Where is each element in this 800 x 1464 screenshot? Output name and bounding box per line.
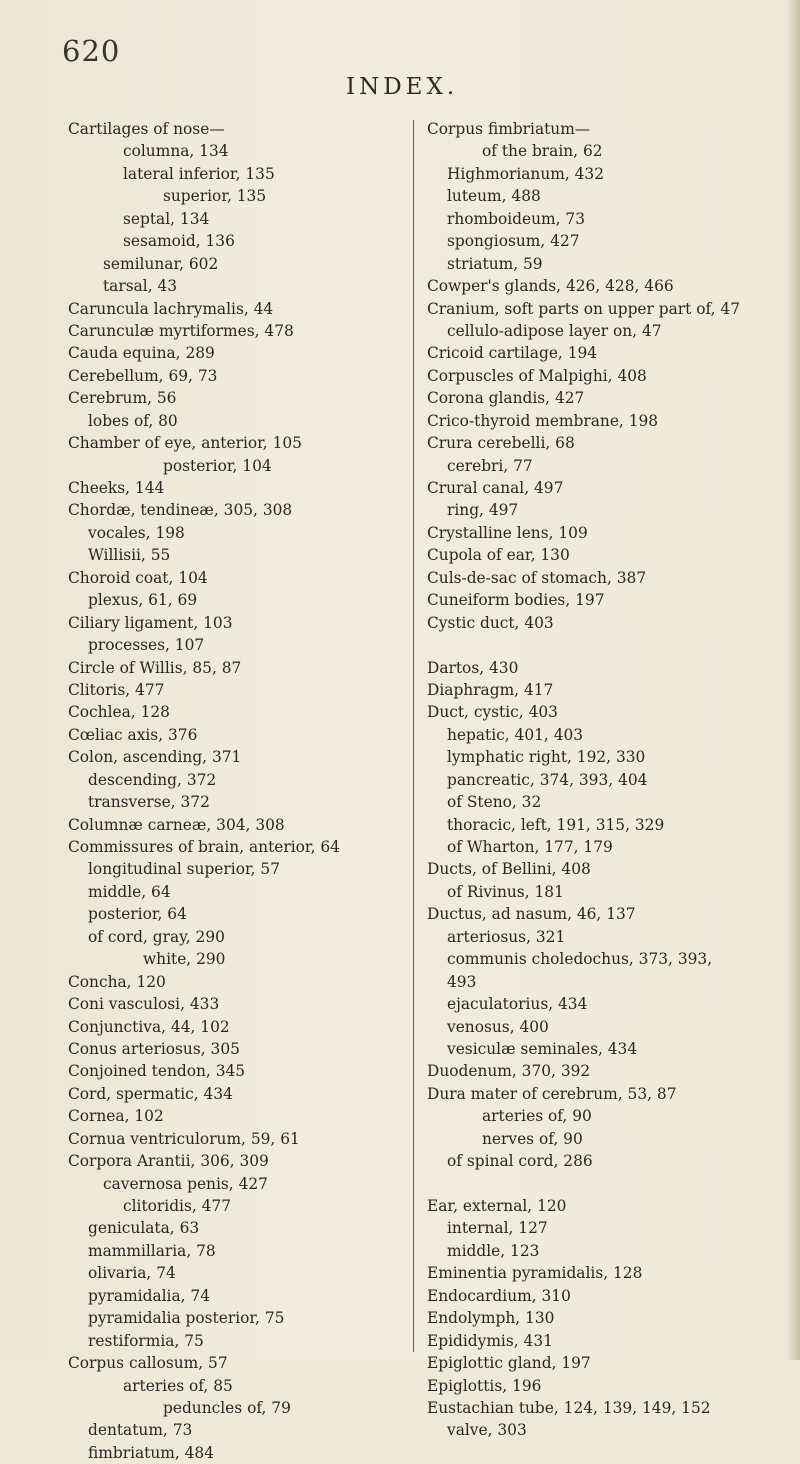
index-subentry: hepatic, 401, 403 bbox=[447, 725, 584, 744]
section-gap bbox=[427, 634, 797, 656]
index-subentry: clitoridis, 477 bbox=[123, 1197, 232, 1215]
index-subentry: descending, 372 bbox=[88, 770, 217, 789]
index-entry: Crico-thyroid membrane, 198 bbox=[427, 411, 659, 430]
index-entry: Dura mater of cerebrum, 53, 87 bbox=[427, 1084, 677, 1103]
index-subentry: communis choledochus, 373, 393, bbox=[447, 950, 713, 969]
index-entry: Cerebellum, 69, 73 bbox=[68, 366, 218, 385]
index-subentry: pyramidalia, 74 bbox=[88, 1286, 211, 1305]
index-subentry: Willisii, 55 bbox=[88, 546, 171, 565]
index-subentry: tarsal, 43 bbox=[103, 277, 178, 296]
index-entry: Culs-de-sac of stomach, 387 bbox=[427, 568, 647, 587]
index-subentry: 493 bbox=[447, 972, 477, 991]
index-entry: Carunculæ myrtiformes, 478 bbox=[68, 321, 294, 340]
index-subentry: thoracic, left, 191, 315, 329 bbox=[447, 815, 665, 834]
index-entry: Cartilages of nose— bbox=[68, 120, 225, 138]
index-entry: Cornea, 102 bbox=[68, 1107, 164, 1126]
index-subentry: mammillaria, 78 bbox=[88, 1241, 216, 1260]
index-subentry: of cord, gray, 290 bbox=[88, 927, 225, 946]
index-subentry: middle, 64 bbox=[88, 882, 171, 901]
index-entry: Conjoined tendon, 345 bbox=[68, 1062, 246, 1081]
index-entry: Duodenum, 370, 392 bbox=[427, 1062, 591, 1081]
index-entry: Epiglottis, 196 bbox=[427, 1376, 542, 1395]
index-subentry: pancreatic, 374, 393, 404 bbox=[447, 770, 648, 789]
index-subentry: lobes of, 80 bbox=[88, 411, 178, 430]
index-subentry: of spinal cord, 286 bbox=[447, 1152, 593, 1171]
index-entry: Chamber of eye, anterior, 105 bbox=[68, 434, 302, 453]
index-subentry: Highmorianum, 432 bbox=[447, 164, 605, 183]
index-entry: Cowper's glands, 426, 428, 466 bbox=[427, 277, 674, 296]
index-entry: Circle of Willis, 85, 87 bbox=[68, 658, 242, 677]
index-entry: Cupola of ear, 130 bbox=[427, 546, 570, 565]
column-divider bbox=[413, 120, 414, 1352]
index-subentry: lymphatic right, 192, 330 bbox=[447, 748, 646, 767]
index-entry: Endocardium, 310 bbox=[427, 1286, 571, 1305]
index-subentry: olivaria, 74 bbox=[88, 1264, 176, 1283]
index-subentry: cerebri, 77 bbox=[447, 456, 533, 475]
index-subentry: rhomboideum, 73 bbox=[447, 209, 586, 228]
index-entry: Diaphragm, 417 bbox=[427, 680, 554, 699]
index-entry: Conjunctiva, 44, 102 bbox=[68, 1017, 230, 1036]
index-entry: Cornua ventriculorum, 59, 61 bbox=[68, 1129, 300, 1148]
index-subentry: ring, 497 bbox=[447, 501, 519, 520]
index-entry: Corpus fimbriatum— bbox=[427, 120, 591, 138]
index-subentry: posterior, 64 bbox=[88, 905, 187, 924]
index-entry: Eminentia pyramidalis, 128 bbox=[427, 1264, 643, 1283]
index-entry: Corpuscles of Malpighi, 408 bbox=[427, 366, 647, 385]
index-entry: Ciliary ligament, 103 bbox=[68, 613, 233, 632]
index-entry: Cheeks, 144 bbox=[68, 479, 165, 497]
index-subentry: of Rivinus, 181 bbox=[447, 882, 564, 901]
index-subentry: restiformia, 75 bbox=[88, 1331, 204, 1350]
index-entry: Clitoris, 477 bbox=[68, 680, 165, 699]
index-subentry: spongiosum, 427 bbox=[447, 232, 580, 251]
index-subentry: posterior, 104 bbox=[163, 456, 272, 475]
index-entry: Colon, ascending, 371 bbox=[68, 748, 242, 767]
index-entry: Cœliac axis, 376 bbox=[68, 725, 198, 744]
index-column-left bbox=[68, 118, 398, 1464]
index-subentry: of Wharton, 177, 179 bbox=[447, 838, 613, 856]
index-subentry: striatum, 59 bbox=[447, 254, 543, 273]
index-entry: Cystic duct, 403 bbox=[427, 613, 554, 632]
index-entry: Cranium, soft parts on upper part of, 47 bbox=[427, 299, 741, 318]
index-subentry: middle, 123 bbox=[447, 1241, 540, 1260]
index-subentry: vesiculæ seminales, 434 bbox=[447, 1039, 638, 1058]
running-head: INDEX. bbox=[346, 74, 459, 100]
index-subentry: semilunar, 602 bbox=[103, 254, 219, 273]
index-subentry: geniculata, 63 bbox=[88, 1219, 200, 1238]
index-subentry: arteries of, 90 bbox=[482, 1107, 592, 1126]
index-subentry: dentatum, 73 bbox=[88, 1421, 193, 1440]
section-gap bbox=[427, 1173, 797, 1195]
index-entry: Cricoid cartilage, 194 bbox=[427, 344, 598, 363]
index-subentry: of the brain, 62 bbox=[482, 142, 603, 161]
index-subentry: nerves of, 90 bbox=[482, 1129, 583, 1148]
index-entry: Concha, 120 bbox=[68, 972, 166, 991]
index-entry: Commissures of brain, anterior, 64 bbox=[68, 838, 340, 856]
index-subentry: venosus, 400 bbox=[447, 1017, 549, 1036]
index-subentry: peduncles of, 79 bbox=[163, 1398, 291, 1417]
index-subentry: fimbriatum, 484 bbox=[88, 1443, 215, 1462]
index-entry: Duct, cystic, 403 bbox=[427, 703, 558, 722]
index-subentry: plexus, 61, 69 bbox=[88, 591, 198, 610]
index-subentry: cavernosa penis, 427 bbox=[103, 1174, 268, 1193]
index-entry: Cauda equina, 289 bbox=[68, 344, 215, 363]
index-entry: Corona glandis, 427 bbox=[427, 389, 585, 408]
index-subentry: internal, 127 bbox=[447, 1219, 548, 1238]
index-entry: Choroid coat, 104 bbox=[68, 568, 208, 587]
index-subentry: septal, 134 bbox=[123, 209, 210, 228]
index-entry: Columnæ carneæ, 304, 308 bbox=[68, 815, 285, 834]
index-subentry: white, 290 bbox=[143, 950, 226, 969]
index-subentry: arteries of, 85 bbox=[123, 1376, 233, 1395]
index-entry: Cerebrum, 56 bbox=[68, 389, 177, 408]
index-entry: Cochlea, 128 bbox=[68, 703, 170, 722]
index-entry: Epiglottic gland, 197 bbox=[427, 1354, 591, 1373]
index-entry: Epididymis, 431 bbox=[427, 1331, 553, 1350]
index-entry: Conus arteriosus, 305 bbox=[68, 1039, 240, 1058]
index-subentry: columna, 134 bbox=[123, 142, 229, 161]
index-entry: Endolymph, 130 bbox=[427, 1309, 555, 1328]
index-subentry: of Steno, 32 bbox=[447, 793, 542, 812]
index-entry: Coni vasculosi, 433 bbox=[68, 995, 220, 1014]
index-entry: Crural canal, 497 bbox=[427, 479, 564, 497]
index-subentry: superior, 135 bbox=[163, 187, 267, 206]
index-subentry: arteriosus, 321 bbox=[447, 927, 566, 946]
index-subentry: longitudinal superior, 57 bbox=[88, 860, 280, 879]
index-column-right bbox=[427, 118, 797, 1442]
page-edge-shadow bbox=[786, 0, 800, 1360]
index-subentry: luteum, 488 bbox=[447, 187, 541, 206]
index-entry: Caruncula lachrymalis, 44 bbox=[68, 299, 274, 318]
index-entry: Cord, spermatic, 434 bbox=[68, 1084, 233, 1103]
index-subentry: cellulo-adipose layer on, 47 bbox=[447, 321, 662, 340]
index-entry: Chordæ, tendineæ, 305, 308 bbox=[68, 501, 293, 520]
index-subentry: valve, 303 bbox=[447, 1421, 527, 1440]
index-entry: Eustachian tube, 124, 139, 149, 152 bbox=[427, 1398, 711, 1417]
index-subentry: processes, 107 bbox=[88, 636, 205, 655]
index-entry: Ductus, ad nasum, 46, 137 bbox=[427, 905, 636, 924]
index-entry: Dartos, 430 bbox=[427, 658, 519, 677]
index-entry: Corpora Arantii, 306, 309 bbox=[68, 1152, 269, 1171]
index-subentry: vocales, 198 bbox=[88, 523, 185, 542]
index-entry: Ducts, of Bellini, 408 bbox=[427, 860, 591, 879]
index-entry: Crura cerebelli, 68 bbox=[427, 434, 575, 453]
index-entry: Cuneiform bodies, 197 bbox=[427, 591, 605, 610]
index-subentry: sesamoid, 136 bbox=[123, 232, 235, 251]
index-entry: Ear, external, 120 bbox=[427, 1197, 567, 1215]
index-subentry: lateral inferior, 135 bbox=[123, 164, 275, 183]
index-subentry: ejaculatorius, 434 bbox=[447, 995, 588, 1014]
page-number: 620 bbox=[62, 34, 121, 68]
index-entry: Corpus callosum, 57 bbox=[68, 1354, 228, 1373]
index-subentry: pyramidalia posterior, 75 bbox=[88, 1309, 285, 1328]
index-subentry: transverse, 372 bbox=[88, 793, 210, 812]
index-entry: Crystalline lens, 109 bbox=[427, 523, 588, 542]
